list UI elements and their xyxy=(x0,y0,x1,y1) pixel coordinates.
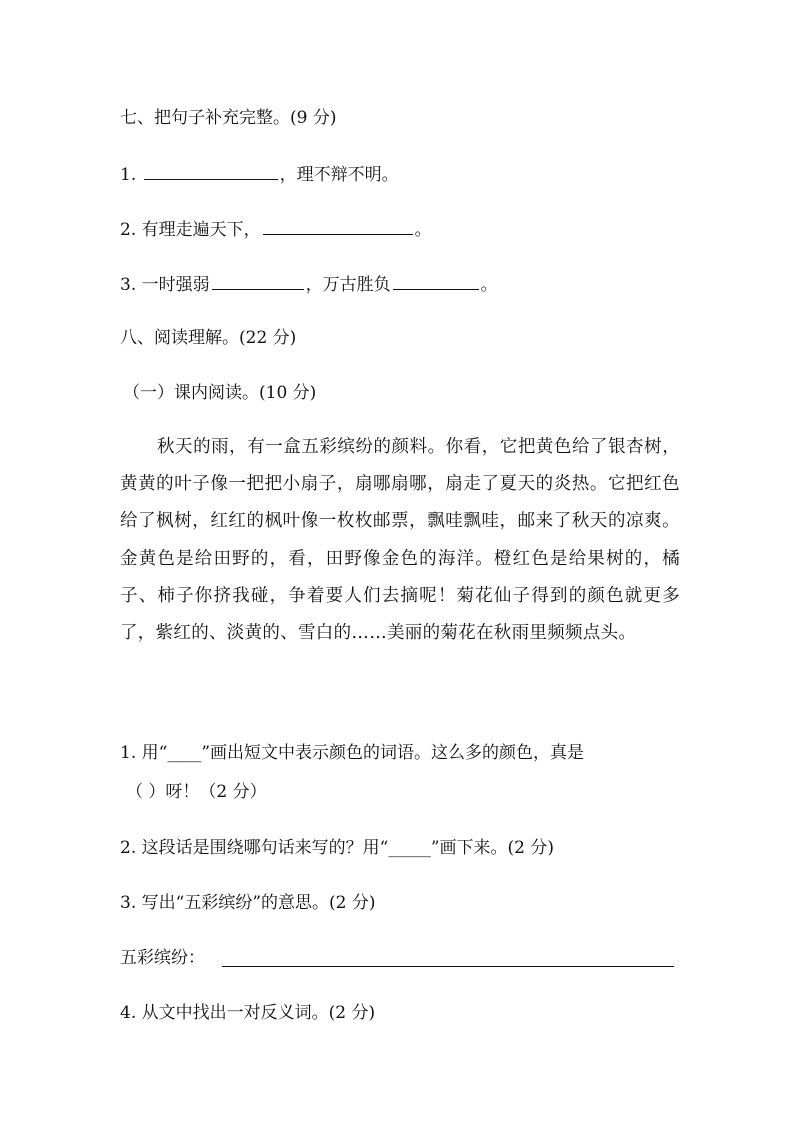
subsection-1-title: （一）课内阅读。(10 分) xyxy=(123,383,317,403)
question-text-mid: ，万古胜负 xyxy=(305,275,391,295)
section-7-title: 七、把句子补充完整。(9 分) xyxy=(120,108,337,128)
reading-passage: 秋天的雨，有一盒五彩缤纷的颜料。你看，它把黄色给了银杏树，黄黄的叶子像一把把小扇子，扇哪扇哪，扇走了夏天的炎热。它把红色给了枫树，红红的枫叶像一枚枚邮票，飘哇飘哇，邮来了秋天的凉爽。金黄色是给田野的，看，田野像金色的海洋。橙红色是给果树的，橘子、柿子你挤我碰，争着要人们去摘呢！菊花仙子得到的颜色就更多了，紫红的、淡黄的、雪白的……美丽的菊花在秋雨里频频点头。 xyxy=(120,437,680,644)
question-8-1-line1: 1. 用“____”画出短文中表示颜色的词语。这么多的颜色，真是 xyxy=(120,743,585,763)
question-7-2 xyxy=(120,216,432,242)
fill-blank[interactable] xyxy=(393,271,479,290)
answer-label: 五彩缤纷： xyxy=(120,948,205,968)
fill-blank[interactable] xyxy=(144,161,278,180)
question-text-end: 。 xyxy=(480,275,498,295)
section-8-title: 八、阅读理解。(22 分) xyxy=(120,328,297,348)
question-8-2: 2. 这段话是围绕哪句话来写的？用“_____”画下来。(2 分) xyxy=(120,838,554,858)
question-text: 3. 一时强弱 xyxy=(120,275,210,295)
fill-blank[interactable] xyxy=(212,271,304,290)
question-8-3: 3. 写出“五彩缤纷”的意思。(2 分) xyxy=(120,893,376,913)
question-text: ，理不辩不明。 xyxy=(279,165,399,185)
question-text-end: 。 xyxy=(414,220,432,240)
question-7-1 xyxy=(120,161,399,187)
answer-line[interactable] xyxy=(222,966,674,967)
question-8-4: 4. 从文中找出一对反义词。(2 分) xyxy=(120,1003,376,1023)
question-7-3 xyxy=(120,271,498,297)
question-text: 2. 有理走遍天下， xyxy=(120,220,261,240)
fill-blank[interactable] xyxy=(263,216,413,235)
question-8-1-line2: （ ）呀！（2 分） xyxy=(126,782,267,802)
question-number: 1. xyxy=(120,165,137,185)
